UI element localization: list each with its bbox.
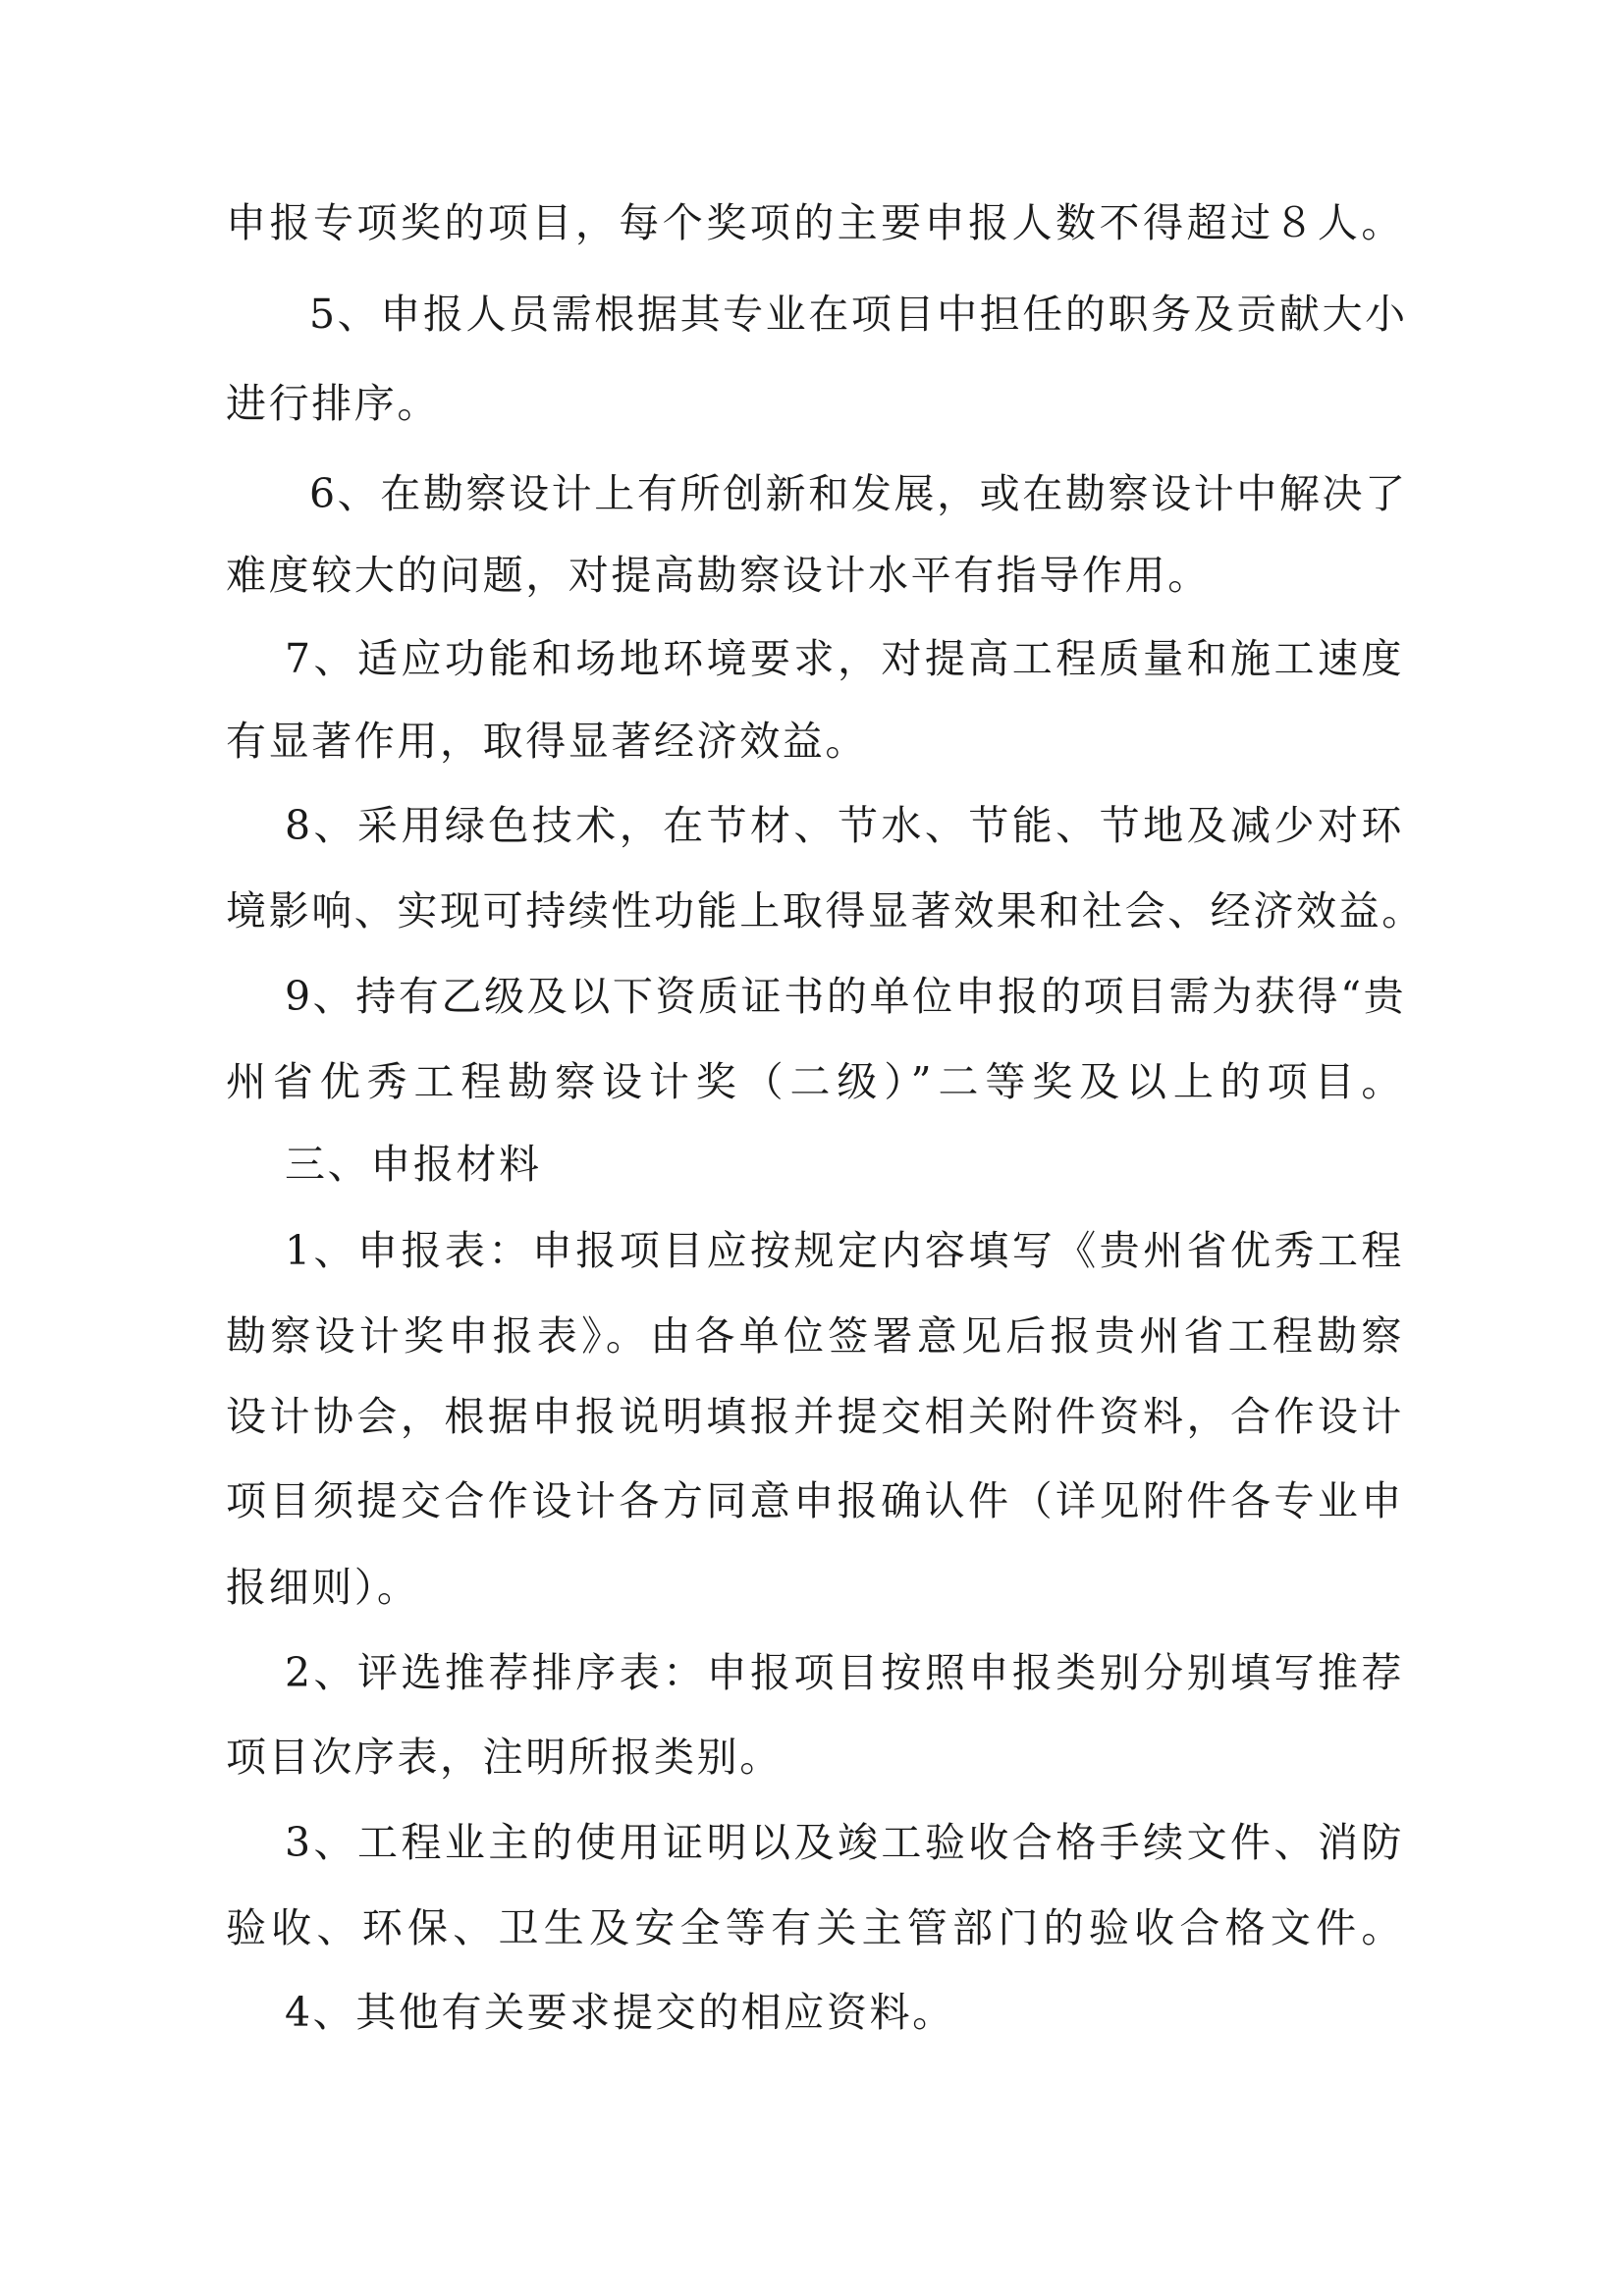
paragraph-line: 7、适应功能和场地环境要求，对提高工程质量和施工速度: [285, 635, 1404, 682]
paragraph-line: 报细则）。: [226, 1564, 420, 1611]
paragraph-line: 勘察设计奖申报表》。由各单位签署意见后报贵州省工程勘察: [226, 1312, 1404, 1360]
paragraph-line: 设计协会，根据申报说明填报并提交相关附件资料，合作设计: [226, 1393, 1404, 1440]
paragraph-line: 6、在勘察设计上有所创新和发展，或在勘察设计中解决了: [309, 470, 1408, 517]
paragraph-line: 2、评选推荐排序表：申报项目按照申报类别分别填写推荐: [285, 1649, 1404, 1696]
paragraph-line: 5、申报人员需根据其专业在项目中担任的职务及贡献大小: [309, 291, 1408, 338]
paragraph-line: 进行排序。: [226, 380, 440, 427]
paragraph-line: 验收、环保、卫生及安全等有关主管部门的验收合格文件。: [226, 1904, 1404, 1951]
paragraph-line: 9、持有乙级及以下资质证书的单位申报的项目需为获得“贵: [285, 973, 1407, 1020]
section-heading: 三、申报材料: [285, 1141, 542, 1188]
paragraph-line: 项目须提交合作设计各方同意申报确认件（详见附件各专业申: [226, 1477, 1404, 1524]
paragraph-line: 州省优秀工程勘察设计奖（二级）”二等奖及以上的项目。: [226, 1058, 1404, 1105]
paragraph-line: 4、其他有关要求提交的相应资料。: [285, 1989, 955, 2036]
paragraph-line: 项目次序表，注明所报类别。: [226, 1734, 783, 1781]
paragraph-line: 1、申报表：申报项目应按规定内容填写《贵州省优秀工程: [285, 1227, 1404, 1274]
paragraph-line: 3、工程业主的使用证明以及竣工验收合格手续文件、消防: [285, 1819, 1404, 1866]
paragraph-line: 境影响、实现可持续性功能上取得显著效果和社会、经济效益。: [226, 887, 1425, 934]
paragraph-line: 8、采用绿色技术，在节材、节水、节能、节地及减少对环: [285, 802, 1404, 849]
paragraph-line: 申报专项奖的项目，每个奖项的主要申报人数不得超过８人。: [226, 199, 1404, 246]
paragraph-line: 难度较大的问题，对提高勘察设计水平有指导作用。: [226, 552, 1211, 599]
paragraph-line: 有显著作用，取得显著经济效益。: [226, 718, 868, 765]
